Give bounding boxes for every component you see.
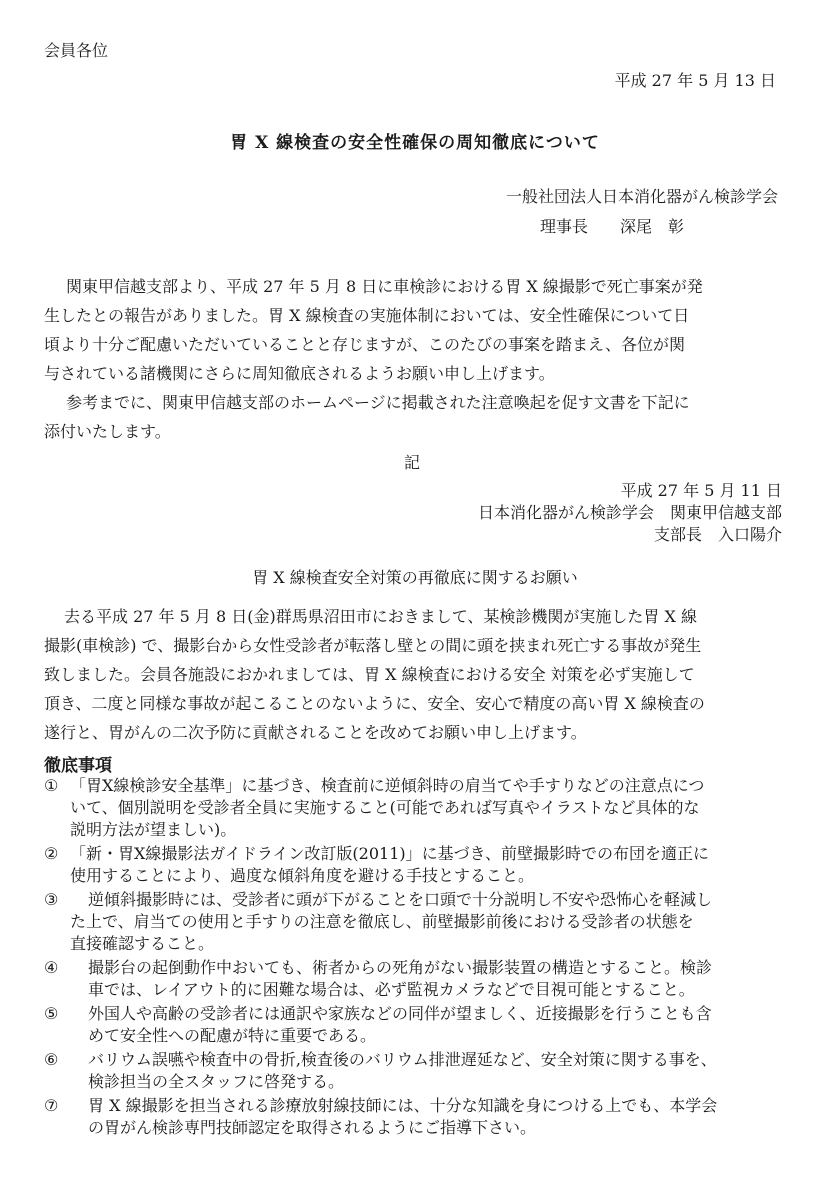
item-number: ③ <box>44 890 59 909</box>
item-number: ④ <box>44 958 59 977</box>
organization-name: 一般社団法人日本消化器がん検診学会 <box>505 187 778 206</box>
item-line: 検診担当の全スタッフに啓発する。 <box>88 1072 345 1091</box>
item-line: の胃がん検診専門技師認定を取得されるようにご指導下さい。 <box>88 1118 537 1137</box>
body-line: 致しました。会員各施設におかれましては、胃 X 線検査における安全 対策を必ず実施して <box>44 665 695 684</box>
list-item <box>44 1095 717 1139</box>
branch-date: 平成 27 年 5 月 11 日 <box>620 481 782 500</box>
branch-organization: 日本消化器がん検診学会 関東甲信越支部 <box>477 503 782 522</box>
items-heading: 徹底事項 <box>44 756 112 776</box>
item-line: 胃 X 線撮影を担当される診療放射線技師には、十分な知識を身につける上でも、本学会 <box>88 1096 718 1115</box>
list-item <box>44 775 717 841</box>
body-line: 頂き、二度と同様な事故が起こることのないように、安全、安心で精度の高い胃 X 線検査の <box>44 694 705 713</box>
item-line: 逆傾斜撮影時には、受診者に頭が下がることを口頭で十分説明し不安や恐怖心を軽減し <box>88 890 713 909</box>
body-line: 去る平成 27 年 5 月 8 日(金)群馬県沼田市におきまして、某検診機関が実施した胃 X 線 <box>64 607 697 626</box>
chairman-signature: 理事長 深尾 彰 <box>540 217 685 236</box>
intro-line: 添付いたします。 <box>44 422 171 441</box>
document-title: 胃 X 線検査の安全性確保の周知徹底について <box>230 133 600 153</box>
item-number: ⑤ <box>44 1004 59 1023</box>
ki-mark: 記 <box>404 453 421 472</box>
list-item <box>44 1049 717 1093</box>
list-item <box>44 843 717 887</box>
item-line: 使用することにより、過度な傾斜角度を避ける手技とすること。 <box>70 866 535 885</box>
request-body <box>44 606 705 744</box>
addressee: 会員各位 <box>44 41 109 60</box>
intro-line: 与されている諸機関にさらに周知徹底されるようお願い申し上げます。 <box>44 364 555 383</box>
list-item <box>44 1003 717 1047</box>
item-line: バリウム誤嚥や検査中の骨折,検査後のバリウム排泄遅延など、安全対策に関する事を、 <box>88 1050 717 1069</box>
item-line: 車では、レイアウト的に困難な場合は、必ず監視カメラなどで目視可能とすること。 <box>88 980 695 999</box>
item-number: ⑥ <box>44 1050 59 1069</box>
intro-line: 生したとの報告がありました。胃 X 線検査の実施体制においては、安全性確保について日 <box>44 306 690 325</box>
item-number: ① <box>44 776 59 795</box>
issue-date: 平成 27 年 5 月 13 日 <box>614 71 776 90</box>
branch-head: 支部長 入口陽介 <box>653 525 782 544</box>
item-line: 外国人や高齢の受診者には通訳や家族などの同伴が望ましく、近接撮影を行うことも含 <box>88 1004 712 1023</box>
intro-line: 参考までに、関東甲信越支部のホームページに掲載された注意喚起を促す文書を下記に <box>66 393 690 412</box>
item-line: 撮影台の起倒動作中おいても、術者からの死角がない撮影装置の構造とすること。検診 <box>88 958 713 977</box>
item-line: めて安全性への配慮が特に重要である。 <box>88 1026 377 1045</box>
item-line: 「胃X線検診安全基準」に基づき、検査前に逆傾斜時の肩当てや手すりなどの注意点につ <box>70 776 705 795</box>
item-line: いて、個別説明を受診者全員に実施すること(可能であれば写真やイラストなど具体的な <box>70 798 700 817</box>
item-line: 説明方法が望ましい)。 <box>70 820 237 839</box>
items-list <box>44 775 717 1139</box>
intro-paragraph <box>44 276 703 443</box>
body-line: 遂行と、胃がんの二次予防に貢献されることを改めてお願い申し上げます。 <box>44 723 587 742</box>
list-item <box>44 957 717 1001</box>
intro-line: 関東甲信越支部より、平成 27 年 5 月 8 日に車検診における胃 X 線撮影で死亡事案が発 <box>66 277 703 296</box>
item-number: ② <box>44 844 59 863</box>
request-title: 胃 X 線検査安全対策の再徹底に関するお願い <box>252 568 578 587</box>
intro-line: 頃より十分ご配慮いただいていることと存じますが、このたびの事案を踏まえ、各位が関 <box>44 335 685 354</box>
item-number: ⑦ <box>44 1096 59 1115</box>
item-line: 「新・胃X線撮影法ガイドライン改訂版(2011)」に基づき、前壁撮影時での布団を適正に <box>70 844 709 863</box>
list-item <box>44 889 717 955</box>
body-line: 撮影(車検診) で、撮影台から女性受診者が転落し壁との間に頭を挟まれ死亡する事故が発生 <box>44 636 702 655</box>
item-line: た上で、肩当ての使用と手すりの注意を徹底し、前壁撮影前後における受診者の状態を <box>70 912 694 931</box>
item-line: 直接確認すること。 <box>70 934 215 953</box>
